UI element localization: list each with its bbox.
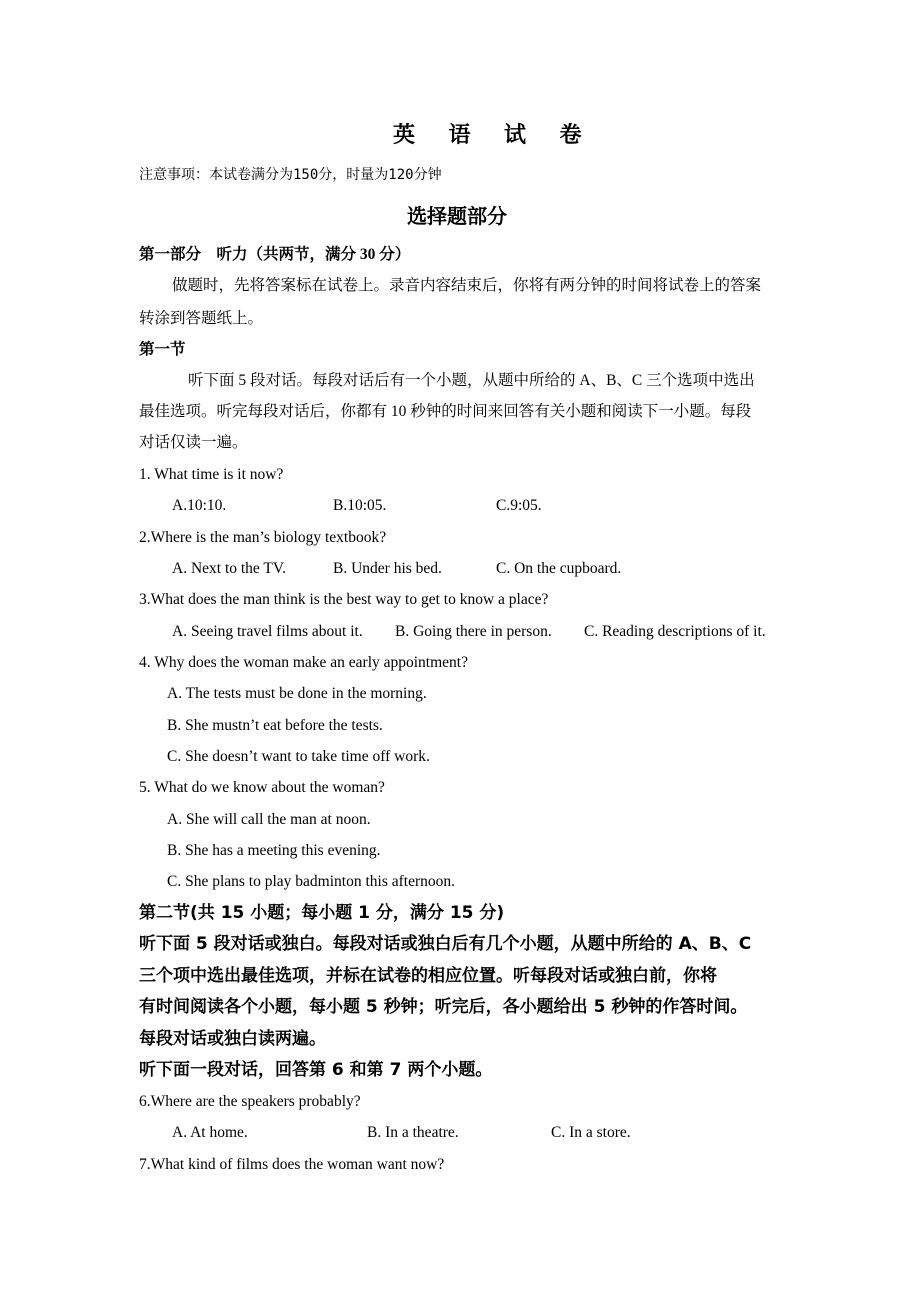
q1-option-a: A.10:10. xyxy=(172,497,227,514)
sec1-heading: 第一节 xyxy=(139,341,186,358)
q3-option-c: C. Reading descriptions of it. xyxy=(584,623,766,640)
q2-option-a: A. Next to the TV. xyxy=(172,560,286,577)
q5-option-c: C. She plans to play badminton this afternoon. xyxy=(167,873,456,890)
dialog-note: 听下面一段对话，回答第 6 和第 7 两个小题。 xyxy=(139,1060,493,1080)
q5-option-a: A. She will call the man at noon. xyxy=(167,811,371,828)
part1-instruction: 做题时，先将答案标在试卷上。录音内容结束后，你将有两分钟的时间将试卷上的答案 xyxy=(172,277,762,294)
q3-option-b: B. Going there in person. xyxy=(395,623,552,640)
q6-option-a: A. At home. xyxy=(172,1124,248,1141)
exam-title: 英 语 试 卷 xyxy=(393,122,596,147)
q5-option-b: B. She has a meeting this evening. xyxy=(167,842,381,859)
q6-option-b: B. In a theatre. xyxy=(367,1124,459,1141)
question-7: 7.What kind of films does the woman want now? xyxy=(139,1156,445,1173)
part1-instruction: 转涂到答题纸上。 xyxy=(139,310,264,327)
section-title: 选择题部分 xyxy=(407,204,507,228)
question-1: 1. What time is it now? xyxy=(139,466,284,483)
question-3: 3.What does the man think is the best way to get to know a place? xyxy=(139,591,549,608)
q4-option-c: C. She doesn’t want to take time off work. xyxy=(167,748,430,765)
question-5: 5. What do we know about the woman? xyxy=(139,779,385,796)
sec1-instruction: 对话仅读一遍。 xyxy=(139,434,248,451)
exam-notice: 注意事项：本试卷满分为150分，时量为120分钟 xyxy=(139,167,442,183)
question-4: 4. Why does the woman make an early appointment? xyxy=(139,654,468,671)
q6-option-c: C. In a store. xyxy=(551,1124,631,1141)
sec1-instruction: 最佳选项。听完每段对话后，你都有 10 秒钟的时间来回答有关小题和阅读下一小题。每段 xyxy=(139,403,752,420)
q1-option-b: B.10:05. xyxy=(333,497,387,514)
q4-option-a: A. The tests must be done in the morning. xyxy=(167,685,427,702)
sec2-instruction: 每段对话或独白读两遍。 xyxy=(139,1029,326,1049)
part1-heading: 第一部分 听力（共两节，满分 30 分） xyxy=(139,246,411,263)
q3-option-a: A. Seeing travel films about it. xyxy=(172,623,363,640)
question-6: 6.Where are the speakers probably? xyxy=(139,1093,361,1110)
question-2: 2.Where is the man’s biology textbook? xyxy=(139,529,387,546)
q2-option-c: C. On the cupboard. xyxy=(496,560,622,577)
sec2-instruction: 三个项中选出最佳选项，并标在试卷的相应位置。听每段对话或独白前，你将 xyxy=(139,966,717,986)
sec2-heading: 第二节(共 15 小题；每小题 1 分，满分 15 分) xyxy=(139,903,505,923)
sec1-instruction: 听下面 5 段对话。每段对话后有一个小题，从题中所给的 A、B、C 三个选项中选出 xyxy=(188,372,755,389)
q2-option-b: B. Under his bed. xyxy=(333,560,442,577)
sec2-instruction: 听下面 5 段对话或独白。每段对话或独白后有几个小题，从题中所给的 A、B、C xyxy=(139,934,752,954)
sec2-instruction: 有时间阅读各个小题，每小题 5 秒钟；听完后，各小题给出 5 秒钟的作答时间。 xyxy=(139,997,748,1017)
q4-option-b: B. She mustn’t eat before the tests. xyxy=(167,717,383,734)
q1-option-c: C.9:05. xyxy=(496,497,542,514)
